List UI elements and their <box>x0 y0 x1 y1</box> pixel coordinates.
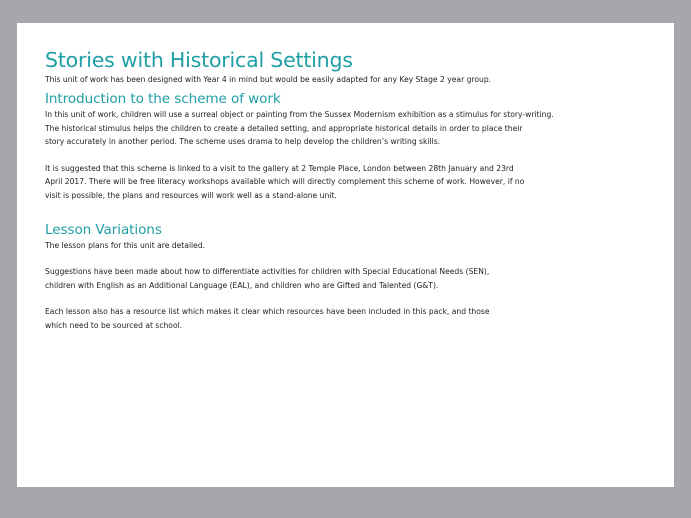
text-line: children with English as an Additional Language (EAL), and children who are Gifted and Talented (G&T). <box>45 280 439 290</box>
text-line: story accurately in another period. The scheme uses drama to help develop the children’s writing skills. <box>45 137 441 147</box>
text-line: The historical stimulus helps the children to create a detailed setting, and appropriate historical details in order to place their <box>45 123 523 133</box>
lesson-variations-heading: Lesson Variations <box>45 221 162 238</box>
lesson-variations-paragraph-3 <box>45 305 646 332</box>
text-line: which need to be sourced at school. <box>45 320 183 330</box>
text-line: April 2017. There will be free literacy workshops available which will directly complement this scheme of work. However, if no <box>45 177 525 187</box>
text-line: Suggestions have been made about how to differentiate activities for children with Special Educational Needs (SEN), <box>45 267 490 277</box>
page-subtitle: This unit of work has been designed with Year 4 in mind but would be easily adapted for any Key Stage 2 year group. <box>45 75 492 84</box>
introduction-paragraph-2 <box>45 162 646 203</box>
text-line: It is suggested that this scheme is linked to a visit to the gallery at 2 Temple Place, London between 28th January and 23rd <box>45 163 514 173</box>
document-page <box>17 23 674 487</box>
lesson-variations-paragraph-1 <box>45 239 646 253</box>
introduction-heading: Introduction to the scheme of work <box>45 91 281 107</box>
lesson-variations-paragraph-2 <box>45 265 646 292</box>
introduction-paragraph-1 <box>45 108 646 149</box>
text-line: The lesson plans for this unit are detailed. <box>45 240 206 250</box>
text-line: Each lesson also has a resource list which makes it clear which resources have been included in this pack, and those <box>45 307 490 317</box>
page-title: Stories with Historical Settings <box>45 48 353 72</box>
text-line: In this unit of work, children will use a surreal object or painting from the Sussex Modernism exhibition as a stimulus for story-writing. <box>45 110 554 119</box>
text-line: visit is possible, the plans and resources will work well as a stand-alone unit. <box>45 190 337 200</box>
